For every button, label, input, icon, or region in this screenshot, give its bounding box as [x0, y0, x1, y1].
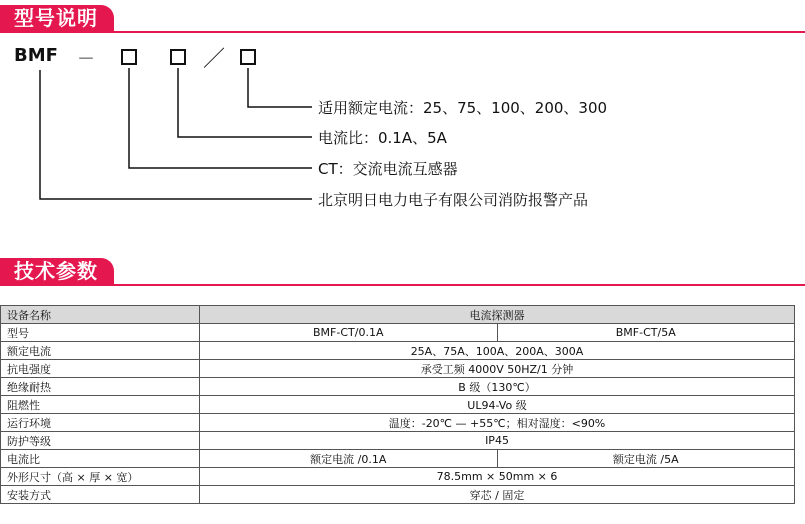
header-value-cell: 电流探测器 — [200, 306, 795, 324]
table-row — [1, 486, 795, 504]
table-row — [1, 342, 795, 360]
header-name-cell: 设备名称 — [1, 306, 200, 324]
row-value-ratio-b: 额定电流 /5A — [497, 450, 795, 468]
row-label-rated-current: 额定电流 — [1, 342, 200, 360]
model-dash: － — [77, 49, 95, 69]
legend-ratio: 电流比：0.1A、5A — [318, 129, 447, 147]
row-value-model-a: BMF-CT/0.1A — [200, 324, 498, 342]
legend-current: 适用额定电流：25、75、100、200、300 — [318, 99, 608, 117]
table-row — [1, 468, 795, 486]
model-slash: ／ — [203, 46, 226, 71]
leader-line-ct — [129, 68, 312, 168]
spec-section-rule — [0, 284, 805, 286]
row-label-flame: 阻燃性 — [1, 396, 200, 414]
table-row — [1, 432, 795, 450]
table-row — [1, 450, 795, 468]
table-row — [1, 360, 795, 378]
row-value-flame: UL94-Vo 级 — [200, 396, 795, 414]
table-row — [1, 396, 795, 414]
row-value-model-b: BMF-CT/5A — [497, 324, 795, 342]
leader-line-current — [248, 68, 312, 107]
row-value-insulation: B 级（130℃） — [200, 378, 795, 396]
row-value-ratio-a: 额定电流 /0.1A — [200, 450, 498, 468]
row-label-dielectric: 抗电强度 — [1, 360, 200, 378]
row-label-protection: 防护等级 — [1, 432, 200, 450]
row-value-environment: 温度：-20℃ — +55℃；相对湿度：<90% — [200, 414, 795, 432]
row-label-model: 型号 — [1, 324, 200, 342]
row-value-installation: 穿芯 / 固定 — [200, 486, 795, 504]
legend-ct: CT：交流电流互感器 — [318, 160, 458, 178]
row-value-dielectric: 承受工频 4000V 50HZ/1 分钟 — [200, 360, 795, 378]
spec-section-title: 技术参数 — [0, 258, 114, 284]
row-label-insulation: 绝缘耐热 — [1, 378, 200, 396]
table-header-row — [1, 306, 795, 324]
row-label-dimensions: 外形尺寸（高 × 厚 × 宽） — [1, 468, 200, 486]
leader-line-prefix — [40, 70, 312, 199]
leader-line-ratio — [178, 68, 312, 137]
row-label-environment: 运行环境 — [1, 414, 200, 432]
row-value-dimensions: 78.5mm × 50mm × 6 — [200, 468, 795, 486]
table-row — [1, 324, 795, 342]
spec-table — [0, 305, 795, 504]
spec-section-header — [0, 256, 805, 286]
table-row — [1, 378, 795, 396]
row-label-ratio: 电流比 — [1, 450, 200, 468]
model-section-title: 型号说明 — [0, 5, 114, 31]
table-row — [1, 414, 795, 432]
legend-company: 北京明日电力电子有限公司消防报警产品 — [318, 191, 589, 209]
model-prefix: BMF — [14, 45, 58, 66]
row-value-protection: IP45 — [200, 432, 795, 450]
row-value-rated-current: 25A、75A、100A、200A、300A — [200, 342, 795, 360]
row-label-installation: 安装方式 — [1, 486, 200, 504]
